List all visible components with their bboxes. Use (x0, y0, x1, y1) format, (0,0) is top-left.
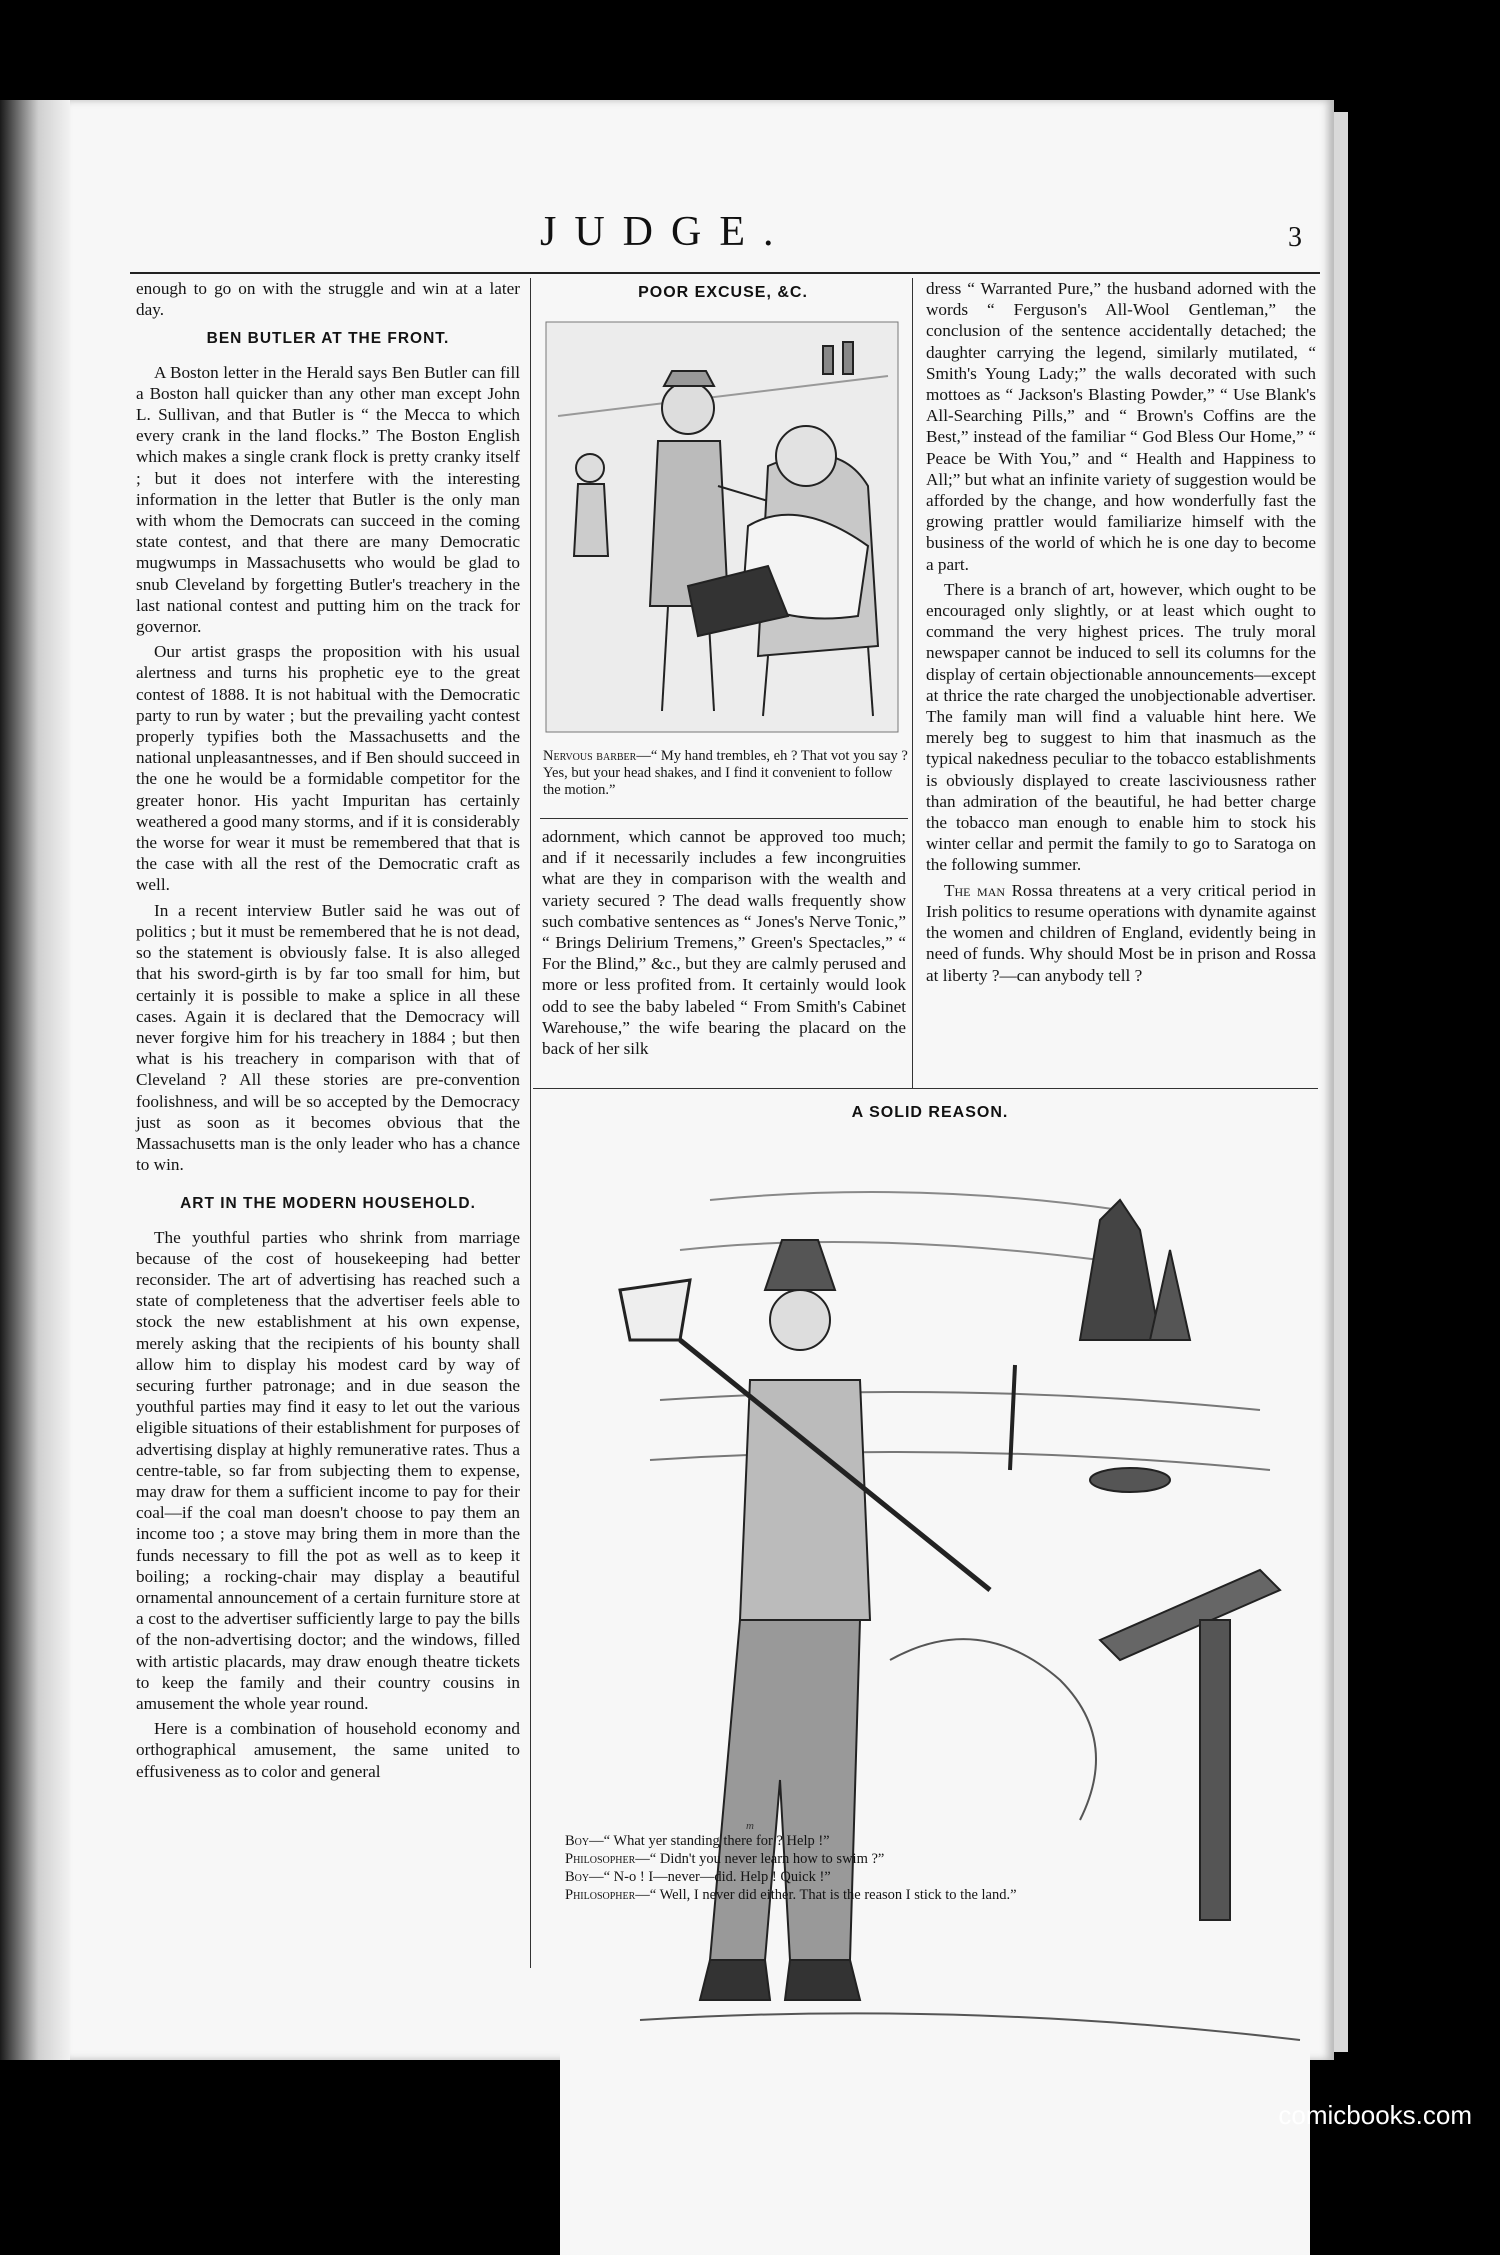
column-1 (136, 278, 520, 1786)
cartoon-caption-barber (543, 748, 909, 799)
caption-speaker: Philosopher (565, 1887, 636, 1903)
philosopher-illustration (560, 1140, 1310, 2255)
caption-text: —“ Well, I never did either. That is the reason I stick to the land.” (635, 1887, 1017, 1903)
header-rule (130, 272, 1320, 274)
caption-speaker: Nervous barber (543, 748, 637, 764)
caption-line (565, 1832, 1315, 1850)
column-rule-2 (912, 278, 913, 1088)
lead-in: The man (944, 880, 1006, 900)
heading-art-household: ART IN THE MODERN HOUSEHOLD. (180, 1195, 476, 1213)
column-3 (926, 278, 1316, 990)
paragraph: There is a branch of art, however, which ought to be encouraged only slightly, or at least which ought to command the very highest prices. The truly moral newspaper cannot be induced to sell its columns for the display of certain objectionable announcements—except at thrice the rate charged the unobjectionable advertiser. The family man will find a valuable hint here. We merely beg to suggest to him that inasmuch as the typical nakedness peculiar to the tobacco establishments is obviously displayed to create lasciviousness rather than admiration of the beautiful, he had better charge the tobacco man enough to enable him to stock his winter cellar and permit the family to go to Saratoga on the following summer. (926, 579, 1316, 875)
cartoon-rule (540, 818, 908, 819)
paragraph-rossa (926, 880, 1316, 986)
heading-ben-butler: BEN BUTLER AT THE FRONT. (206, 330, 450, 348)
caption-text: —“ What yer standing there for ? Help !” (589, 1833, 830, 1849)
paragraph: The youthful parties who shrink from marriage because of the cost of housekeeping had better reconsider. The art of advertising has reached such a state of completeness that the advertiser feels able to stock the new establishment at his own expense, merely asking that the recipients of his bounty shall allow him to display his modest card by way of securing further patronage; and in due season the youthful parties may find it easy to let out the various eligible situations of their establishment for purposes of advertising display at highly remunerative rates. Thus a centre-table, so far from subjecting them to expense, may draw for them a sufficient income to pay for their coal—if the coal man doesn't choose to pay them an income too ; a stove may bring them in more than the funds necessary to fill the pot as well as to keep it boiling; a rocking-chair may display a beautiful ornamental announcement of a certain furniture store at a cost to the advertiser sufficiently large to pay the bills of the non-advertising doctor; and the windows, filled with artistic placards, may draw enough theatre tickets to keep the family and their country cousins in amusement the whole year round. (136, 1227, 520, 1713)
page-edge (1334, 112, 1348, 2052)
paragraph: In a recent interview Butler said he was out of politics ; but it must be remembered that he is not dead, so the statement is obviously false. It is also alleged that his sword-girth is by far too small for him, but certainly it is possible to make a splice in all these cases. Again it is declared that the Democracy will never forgive him for his treachery in 1884 ; but then what is his treachery in comparison with that of Cleveland ? All these stories are pre-convention foolishness, and will be so accepted by the Democracy just as soon as it becomes obvious that the Massachusetts man is the only leader who has a chance to win. (136, 900, 520, 1175)
cartoon-caption-solid-reason (565, 1832, 1315, 1904)
caption-line (565, 1850, 1315, 1868)
cartoon-title-solid-reason: A SOLID REASON. (851, 1104, 1009, 1121)
caption-speaker: Boy (565, 1869, 590, 1885)
paragraph: Our artist grasps the proposition with his usual alertness and turns his prophetic eye to the great contest of 1888. It is not habitual with the Democratic party to run by water ; but the prevailing yacht contest properly typifies both the Massachusetts and the national unpleasantnesses, and if Ben should succeed in the one he would be a formidable competitor for the greater honor. His yacht Impuritan has certainly weathered a good many storms, and if it is considerably the worse for wear it must be remembered that that is the case with all the rest of the Democratic craft as well. (136, 642, 520, 895)
intro-text: enough to go on with the struggle and win at a later day. (136, 279, 520, 320)
artist-signature: m (746, 1820, 754, 1832)
paragraph: dress “ Warranted Pure,” the husband adorned with the words “ Ferguson's All-Wool Gentleman,” the conclusion of the sentence accidentally detached; the daughter carrying the legend, similarly mutilated, “ Smith's Young Lady;” the walls decorated with such mottoes as “ Jackson's Blasting Powder,” “ Use Blank's All-Searching Pills,” and “ Brown's Coffins are the Best,” instead of the familiar “ God Bless Our Home,” “ Peace be With You,” and “ Health and Happiness to All;” but what an infinite variety of suggestion would be afforded by the change, and how wonderfully fast the growing prattler would familiarize himself with the business of the world of which he is one day to become a part. (926, 279, 1316, 574)
caption-speaker: Boy (565, 1833, 590, 1849)
caption-line (565, 1868, 1315, 1886)
masthead: JUDGE. (540, 209, 792, 255)
paragraph-rest: Rossa threatens at a very critical period in Irish politics to resume operations with dynamite against the women and children of England, evidently being in need of funds. Why should Most be in prison and Rossa at liberty ?—can anybody tell ? (926, 880, 1316, 985)
caption-speaker: Philosopher (565, 1851, 636, 1867)
paragraph: Here is a combination of household economy and orthographical amusement, the same united to effusiveness as to color and general (136, 1719, 520, 1781)
caption-text: —“ N-o ! I—never—did. Help ! Quick !” (589, 1869, 831, 1885)
caption-text: —“ My hand trembles, eh ? That vot you say ? Yes, but your head shakes, and I find it convenient to follow the motion.” (543, 748, 908, 798)
cartoon-title-poor-excuse: POOR EXCUSE, &C. (638, 284, 808, 301)
barber-illustration (538, 316, 906, 740)
watermark[interactable]: comicbooks.com (1278, 2100, 1472, 2130)
paragraph: A Boston letter in the Herald says Ben Butler can fill a Boston hall quicker than any other man except John L. Sullivan, and that Butler is “ the Mecca to which every crank in the land flocks.” The Boston English which makes a single crank flock is pretty cranky itself ; but it does not interfere with the interesting information in the letter that Butler is the only man with whom the Democrats can succeed in the coming state contest, and that there are many Democratic mugwumps in Massachusetts who would be glad to snub Cleveland by forgetting Butler's treachery in the last national contest and putting him on the track for governor. (136, 362, 520, 637)
paragraph: adornment, which cannot be approved too much; and if it necessarily includes a few incongruities what are they in comparison with the wealth and variety secured ? The dead walls frequently show such combative sentences as “ Jones's Nerve Tonic,” “ Brings Delirium Tremens,” Green's Spectacles,” “ For the Blind,” &c., but they are calmly perused and more or less profited from. It certainly would look odd to see the baby labeled “ From Smith's Cabinet Warehouse,” the wife bearing the placard on the back of her silk (542, 827, 906, 1059)
book-spine (0, 100, 70, 2060)
column-2-text (542, 826, 906, 1063)
page-number: 3 (1288, 222, 1302, 253)
caption-text: —“ Didn't you never learn how to swim ?” (635, 1851, 885, 1867)
caption-line (565, 1886, 1315, 1904)
section-rule (533, 1088, 1318, 1089)
column-rule-1 (530, 278, 531, 1968)
